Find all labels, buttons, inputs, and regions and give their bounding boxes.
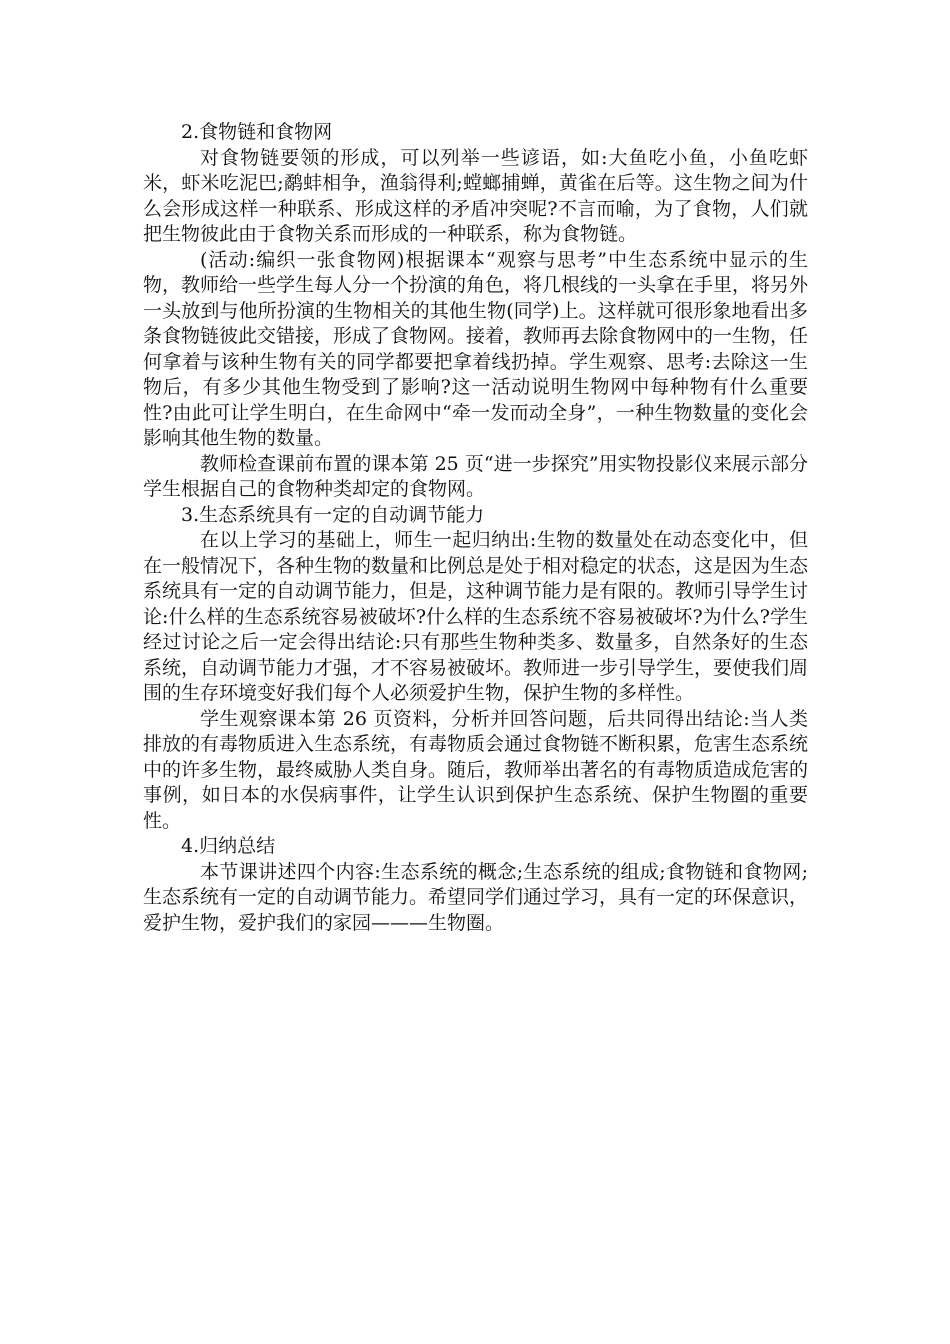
paragraph-self-regulation-discussion: 在以上学习的基础上，师生一起归纳出:生物的数量处在动态变化中，但在一般情况下，各种生物的数量和比例总是处于相对稳定的状态，这是因为生态系统具有一定的自动调节能力，但是，这种调节能力是有限的。教师引导学生讨论:什么样的生态系统容易被破坏?什么样的生态系统不容易被破坏?为什么?学生经过讨论之后一定会得出结论:只有那些生物种类多、数量多，自然条好的生态系统，自动调节能力才强，才不容易被破坏。教师进一步引导学生，要使我们周围的生存环境变好我们每个人必须爱护生物，保护生物的多样性。 xyxy=(143,529,809,704)
paragraph-food-chain-definition: 对食物链要领的形成，可以列举一些谚语，如:大鱼吃小鱼，小鱼吃虾米，虾米吃泥巴;鹬蚌相争，渔翁得利;螳螂捕蝉，黄雀在后等。这生物之间为什么会形成这样一种联系、形成这样的矛盾冲突呢?不言而喻，为了食物，人们就把生物彼此由于食物关系而形成的一种联系，称为食物链。 xyxy=(143,146,808,245)
section-heading-self-regulation: 3.生态系统具有一定的自动调节能力 xyxy=(181,503,485,526)
document-body xyxy=(143,120,808,936)
paragraph-food-web-projection: 教师检查课前布置的课本第 25 页“进一步探究”用实物投影仪来展示部分学生根据自己的食物种类却定的食物网。 xyxy=(143,452,808,500)
section-heading-food-chain: 2.食物链和食物网 xyxy=(181,121,333,143)
paragraph-summary: 本节课讲述四个内容:生态系统的概念;生态系统的组成;食物链和食物网;生态系统有一定的自动调节能力。希望同学们通过学习，具有一定的环保意识，爱护生物，爱护我们的家园———生物圈。 xyxy=(143,860,809,934)
section-heading-summary: 4.归纳总结 xyxy=(181,835,276,857)
paragraph-toxic-substances: 学生观察课本第 26 页资料，分析并回答问题，后共同得出结论:当人类排放的有毒物质进入生态系统，有毒物质会通过食物链不断积累，危害生态系统中的许多生物，最终威胁人类自身。随后，教师举出著名的有毒物质造成危害的事例，如日本的水俣病事件，让学生认识到保护生态系统、保护生物圈的重要性。 xyxy=(143,707,809,832)
paragraph-food-web-activity: (活动:编织一张食物网)根据课本“观察与思考”中生态系统中显示的生物，教师给一些学生每人分一个扮演的角色，将几根线的一头拿在手里，将另外一头放到与他所扮演的生物相关的其他生物(同学)上。这样就可很形象地看出多条食物链彼此交错接，形成了食物网。接着，教师再去除食物网中的一生物，任何拿着与该种生物有关的同学都要把拿着线扔掉。学生观察、思考:去除这一生物后，有多少其他生物受到了影响?这一活动说明生物网中每种物有什么重要性?由此可让学生明白，在生命网中“牵一发而动全身”，一种生物数量的变化会影响其他生物的数量。 xyxy=(143,248,809,449)
